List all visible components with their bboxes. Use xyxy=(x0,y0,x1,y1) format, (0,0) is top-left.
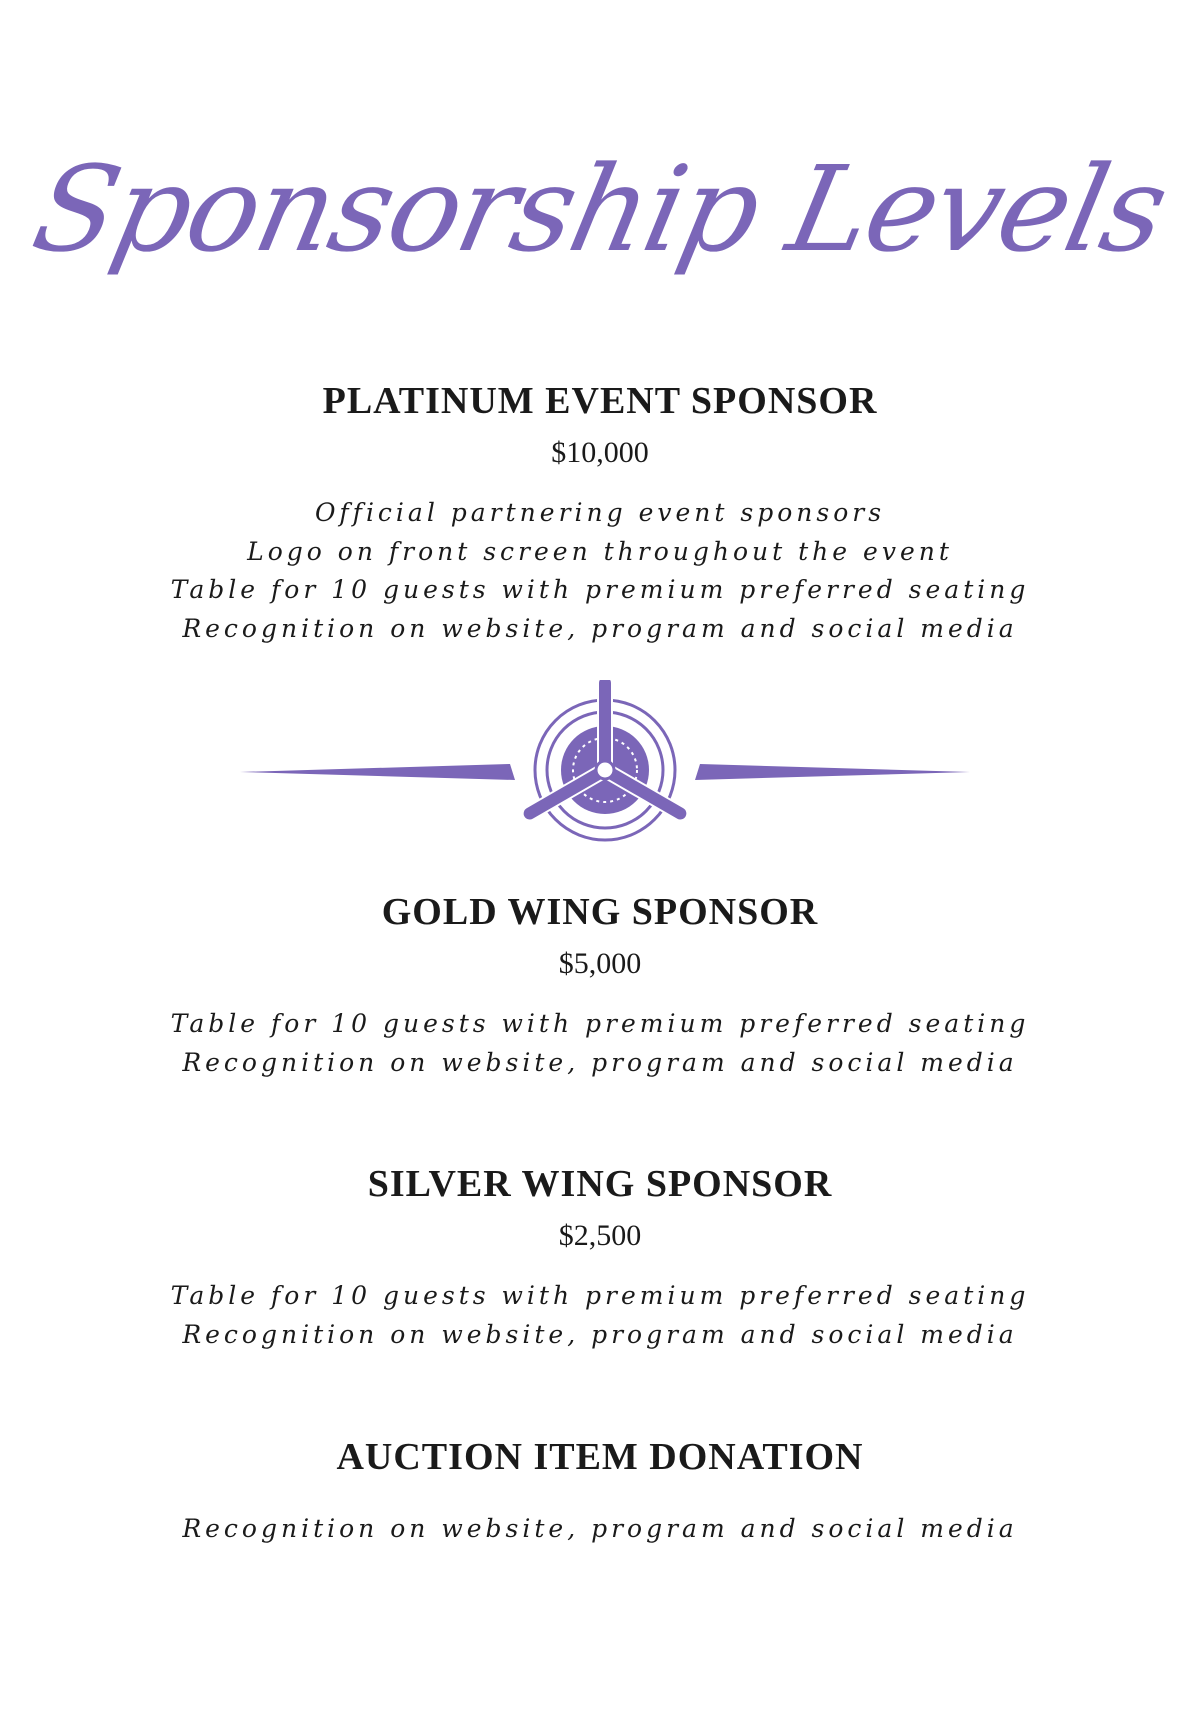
benefit-item: Recognition on website, program and social media xyxy=(182,1047,1018,1077)
propeller-divider xyxy=(240,680,970,850)
benefit-list xyxy=(0,494,1200,648)
level-price: $10,000 xyxy=(551,436,649,469)
benefit-list xyxy=(0,1005,1200,1082)
benefit-item: Recognition on website, program and social media xyxy=(182,1319,1018,1349)
gold-section xyxy=(0,893,1200,1082)
propeller-hub xyxy=(596,761,614,779)
page-title: Sponsorship Levels xyxy=(22,140,1178,278)
benefit-list xyxy=(0,1510,1200,1549)
level-price: $5,000 xyxy=(558,947,642,980)
benefit-item: Table for 10 guests with premium preferred seating xyxy=(170,1009,1030,1038)
level-price: $2,500 xyxy=(558,1219,642,1252)
platinum-section xyxy=(0,382,1200,648)
level-name: GOLD WING SPONSOR xyxy=(381,891,819,933)
benefit-item: Table for 10 guests with premium preferred seating xyxy=(170,575,1030,604)
level-name: SILVER WING SPONSOR xyxy=(367,1163,833,1205)
benefit-item: Logo on front screen throughout the event xyxy=(247,536,953,566)
level-name: PLATINUM EVENT SPONSOR xyxy=(322,380,878,422)
silver-section xyxy=(0,1165,1200,1354)
right-wing-line xyxy=(695,764,970,780)
level-name: AUCTION ITEM DONATION xyxy=(336,1436,864,1478)
benefit-list xyxy=(0,1277,1200,1354)
benefit-item: Recognition on website, program and social media xyxy=(182,613,1018,643)
airplane-propeller-icon xyxy=(240,680,970,840)
left-wing-line xyxy=(240,764,515,780)
benefit-item: Official partnering event sponsors xyxy=(314,498,886,527)
benefit-item: Recognition on website, program and social media xyxy=(182,1514,1018,1543)
benefit-item: Table for 10 guests with premium preferred seating xyxy=(170,1281,1030,1310)
auction-section xyxy=(0,1438,1200,1549)
